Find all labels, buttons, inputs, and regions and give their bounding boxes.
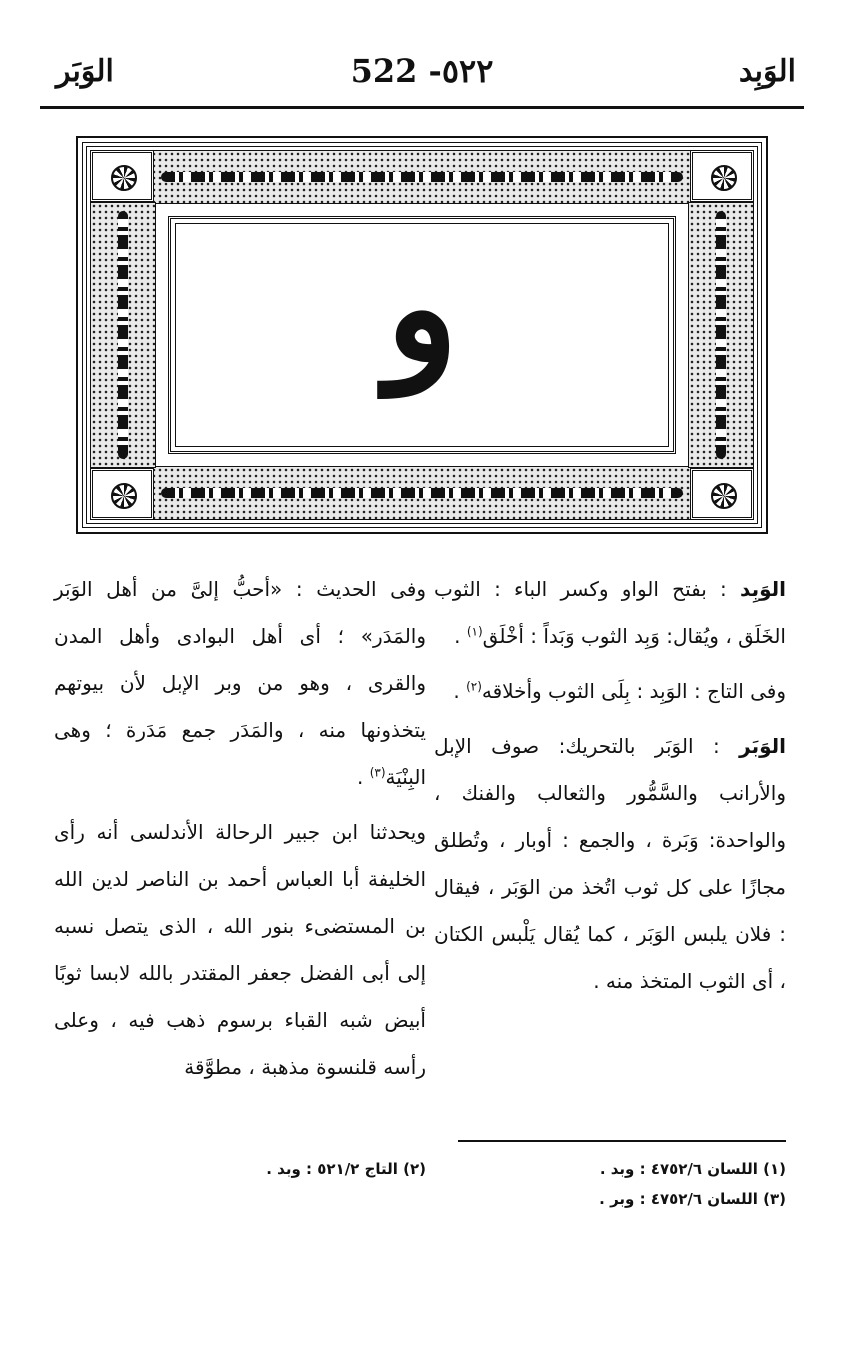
footnotes-right [456,1154,786,1214]
corner-flower-icon [690,150,754,202]
ornament-band-top [90,150,754,204]
footnote-ref: (٢) [466,679,482,694]
entry-term: الوَبَر [739,734,787,758]
header-rule [40,106,804,109]
entry-text: ويحدثنا ابن جبير الرحالة الأندلسى أنه رأى الخليفة أبا العباس أحمد بن الناصر لدين الله بن المستضىء بنور الله ، الذى يتصل نسبه إلى أبى الفضل جعفر المقتدر بالله لابسا ثوبًا أبيض شبه القباء برسوم ذهب فيه ، وعلى رأسه قلنسوة مذهبة ، مطوَّقة [54,820,426,1079]
entry-text: وفى الحديث : «أحبُّ إلىَّ من أهل الوَبَر والمَدَر» ؛ أى أهل البوادى وأهل المدن والقرى ، وهو من وبر الإبل لأن بيوتهم يتخذونها منه ، والمَدَر جمع مَدَرة ؛ وهى البِنْيَة [54,577,426,789]
ornament-band-bottom [90,466,754,520]
corner-flower-icon [90,150,154,202]
vine-ornament [716,211,726,459]
vine-ornament [161,488,683,498]
corner-flower-icon [690,468,754,520]
ornament-band-right [688,202,754,468]
footnote: (٣) اللسان ٤٧٥٢/٦ : وبر . [599,1190,786,1208]
page-number: 522 -٥٢٢ [350,52,494,90]
text-column-left [54,566,426,1099]
footnotes-left [54,1154,426,1184]
footnote: (٢) التاج ٥٢١/٢ : وبد . [266,1160,426,1178]
entry-term: الوَبِد [740,577,786,601]
running-head-left: الوَبَر [56,54,114,89]
punctuation: . [453,679,460,703]
letter-panel [168,216,676,454]
text-column-right [434,566,786,1013]
entry-paragraph [54,566,426,801]
section-letter: و [385,220,459,396]
footnote-ref: (٣) [369,765,386,780]
entry-text: : بفتح الواو وكسر الباء : الثوب الخَلَق ، ويُقال: وَبِد الثوب وَبَداً : أخْلَق [434,577,786,648]
ornamental-frame [76,136,768,534]
entry-wabar [434,723,786,1005]
footnote: (١) اللسان ٤٧٥٢/٦ : وبد . [599,1160,786,1178]
vine-ornament [161,172,683,182]
entry-text: : الوَبَر بالتحريك: صوف الإبل والأرانب والسَّمُّور والثعالب والفنك ، والواحدة: وَبَرة ، والجمع : أوبار ، وتُطلق مجازًا على كل ثوب اتُخذ من الوَبَر ، فيقال : فلان يلبس الوَبَر ، كما يُقال يَلْبس الكتان ، أى الثوب المتخذ منه . [434,734,786,993]
entry-text: وفى التاج : الوَبِد : بِلَى الثوب وأخلاقه [481,679,786,703]
entry-paragraph [434,668,786,715]
corner-flower-icon [90,468,154,520]
entry-wabid [434,566,786,660]
punctuation: . [356,765,364,789]
punctuation: . [454,624,461,648]
ornament-band-left [90,202,156,468]
running-head-right: الوَبِد [738,54,796,89]
footnote-ref: (١) [466,624,483,639]
vine-ornament [118,211,128,459]
footnote-rule [458,1140,786,1142]
page-header [40,44,804,100]
entry-paragraph [54,809,426,1091]
